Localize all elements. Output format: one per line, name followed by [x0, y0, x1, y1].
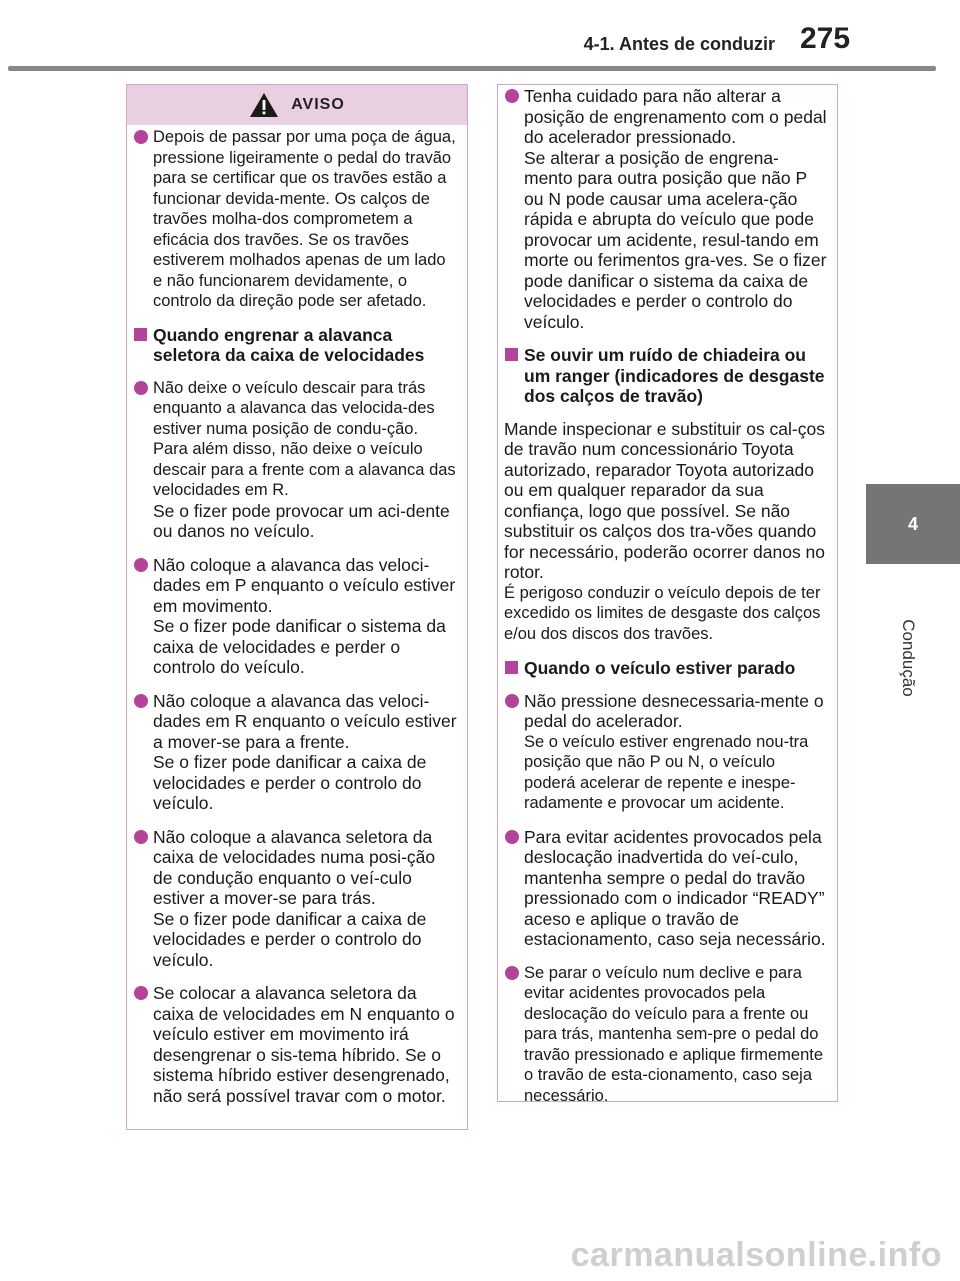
chapter-label: [892, 578, 924, 738]
bullet-icon: [134, 130, 148, 144]
subheading-squeal: [504, 345, 827, 407]
subheading-gear: [133, 325, 457, 366]
subheading-text: Se ouvir um ruído de chiadeira ou um ranger (indicadores de desgaste dos calços de travão): [524, 345, 825, 406]
list-item: [133, 378, 457, 542]
item-text: Se o fizer pode danificar a caixa de velocidades e perder o controlo do veículo.: [153, 908, 427, 970]
subheading-text: Quando o veículo estiver parado: [524, 658, 796, 678]
bullet-icon: [134, 986, 148, 1000]
item-text: Se o fizer pode danificar o sistema da caixa de velocidades e perder o controlo do veículo.: [153, 616, 446, 677]
warning-label: AVISO: [291, 96, 345, 113]
item-text: Se alterar a posição de engrena-mento para outra posição que não P ou N pode causar uma acelera-ção rápida e abrupta do veículo que pode provocar um acidente, resul-tando em morte ou ferimentos gra-ves. Se o fizer pode danificar o sistema da caixa de velocidades e perder o controlo do veículo.: [524, 147, 827, 332]
list-item: [504, 691, 827, 814]
bullet-icon: [134, 558, 148, 572]
warning-box-left: [126, 84, 468, 1130]
list-item: [504, 963, 827, 1107]
paragraph-small: É perigoso conduzir o veículo depois de ter excedido os limites de desgaste dos calços e/ou dos discos dos travões.: [504, 583, 821, 643]
bullet-icon: [134, 694, 148, 708]
bullet-icon: [505, 89, 519, 103]
bullet-icon: [134, 381, 148, 395]
item-text: Se o veículo estiver engrenado nou-tra posição que não P ou N, o veículo poderá acelerar de repente e inespe-radamente e provocar um acidente.: [524, 732, 809, 812]
page-number: 275: [800, 22, 851, 55]
square-bullet-icon: [505, 348, 518, 361]
item-text: Não coloque a alavanca das veloci-dades em R enquanto o veículo estiver a mover-se para a frente.: [153, 690, 457, 752]
list-item: [133, 691, 457, 814]
item-text: Se o fizer pode provocar um aci-dente ou danos no veículo.: [153, 500, 450, 541]
item-text: Tenha cuidado para não alterar a posição de engrenamento com o pedal do acelerador pressionado.: [524, 86, 827, 147]
chapter-label-text: Condução: [899, 619, 919, 697]
watermark: carmanualsonline.info: [570, 1236, 942, 1274]
item-text: Não coloque a alavanca seletora da caixa de velocidades numa posi-ção de condução enquanto o veí-culo estiver a mover-se para trás.: [153, 826, 436, 908]
item-text: Depois de passar por uma poça de água, pressione ligeiramente o pedal do travão para se certificar que os travões estão a funcionar devida-mente. Os calços de travões molha-dos comprometem a eficácia dos travões. Se os travões estiverem molhados apenas de um lado e não funcionarem devidamente, o controlo da direção pode ser afetado.: [153, 128, 456, 310]
list-item: [133, 827, 457, 971]
list-item: [504, 827, 827, 950]
item-text: Não pressione desnecessaria-mente o pedal do acelerador.: [524, 690, 824, 731]
subheading-text: Quando engrenar a alavanca seletora da caixa de velocidades: [153, 324, 425, 365]
bullet-icon: [505, 966, 519, 980]
square-bullet-icon: [505, 661, 518, 674]
warning-box-right: [497, 84, 838, 1105]
chapter-number: 4: [907, 513, 918, 534]
list-item: [133, 983, 457, 1106]
square-bullet-icon: [134, 328, 147, 341]
header-rule: [8, 66, 936, 71]
item-text: Se parar o veículo num declive e para evitar acidentes provocados pela deslocação do veículo para a frente ou para trás, mantenha sem-pre o pedal do travão pressionado e aplique firmemente o travão de esta-cionamento, caso seja necessário.: [524, 963, 824, 1105]
bullet-icon: [505, 830, 519, 844]
list-item: [133, 555, 457, 678]
item-text: Se colocar a alavanca seletora da caixa de velocidades em N enquanto o veículo estiver em movimento irá desengrenar o sis-tema híbrido. Se o sistema híbrido estiver desengrenado, não será possível travar com o motor.: [153, 983, 455, 1106]
warning-triangle-icon: [249, 92, 279, 118]
item-text: Se o fizer pode danificar a caixa de velocidades e perder o controlo do veículo.: [153, 752, 427, 813]
section-title: 4-1. Antes de conduzir: [583, 34, 775, 54]
paragraph: [504, 419, 827, 583]
paragraph-text: Mande inspecionar e substituir os cal-ços de travão num concessionário Toyota autorizado, reparador Toyota autorizado ou em qualquer reparador da sua confiança, logo que possível. Se não substituir os calços dos tra-vões quando for necessário, poderão ocorrer danos no rotor.: [504, 418, 826, 582]
chapter-tab: [866, 484, 960, 564]
bullet-icon: [505, 694, 519, 708]
warning-band: [127, 85, 467, 125]
list-item: [133, 127, 457, 312]
item-text: Para evitar acidentes provocados pela deslocação inadvertida do veí-culo, mantenha sempre o pedal do travão pressionado com o indicador “READY” aceso e aplique o travão de estacionamento, caso seja necessário.: [524, 826, 826, 949]
item-text: Não deixe o veículo descair para trás enquanto a alavanca das velocida-des estiver numa posição de condu-ção. Para além disso, não deixe o veículo descair para a frente com a alavanca das velocidades em R.: [153, 378, 456, 499]
list-item: [504, 86, 827, 332]
item-text: Não coloque a alavanca das veloci-dades em P enquanto o veículo estiver em movimento.: [153, 554, 456, 616]
bullet-icon: [134, 830, 148, 844]
subheading-stopped: [504, 658, 827, 679]
